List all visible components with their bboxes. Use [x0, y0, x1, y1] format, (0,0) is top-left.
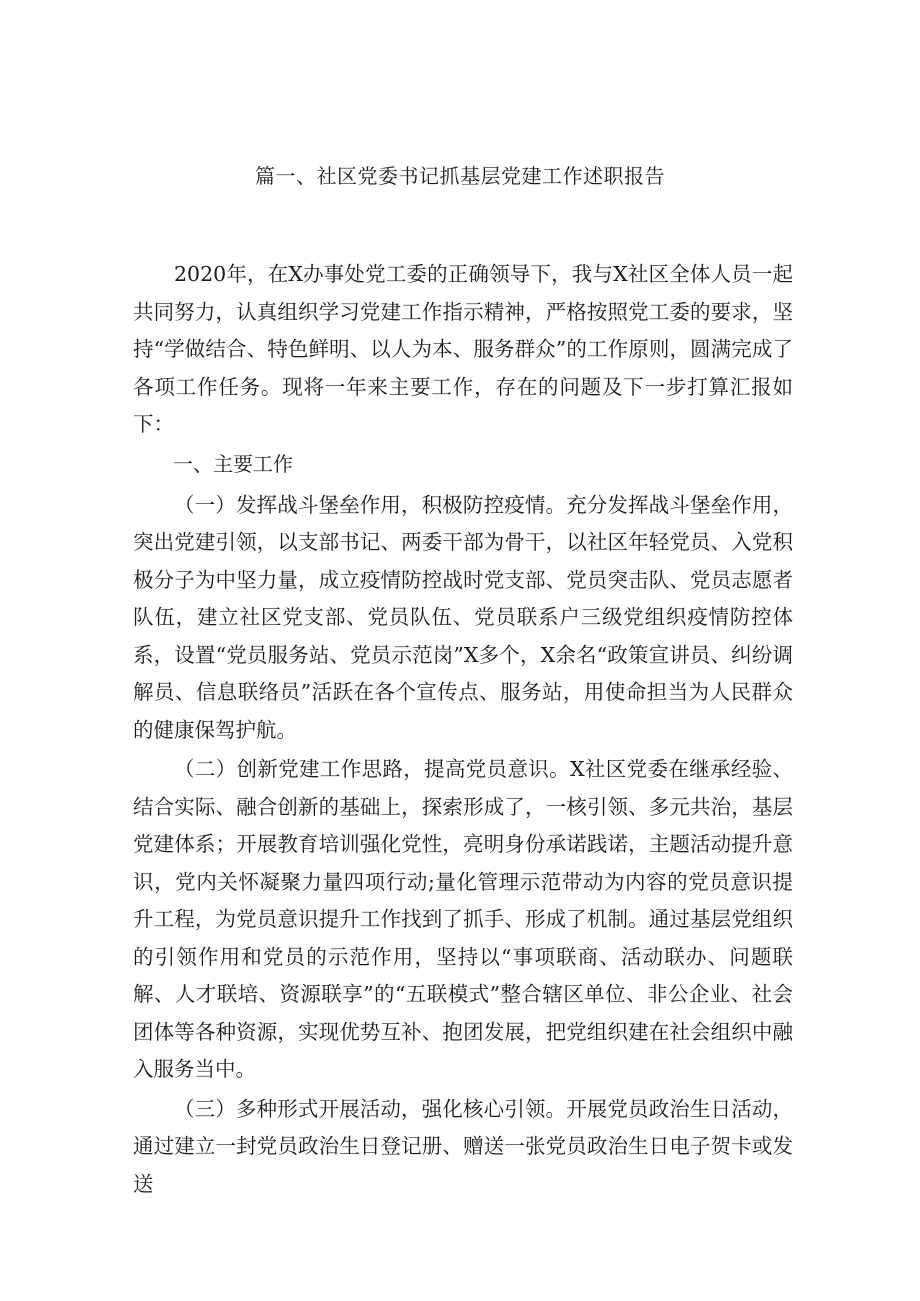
work-item-paragraph: （一）发挥战斗堡垒作用，积极防控疫情。充分发挥战斗堡垒作用，突出党建引领，以支部书记、两委干部为骨干，以社区年轻党员、入党积极分子为中坚力量，成立疫情防控战时党支部、党员突击队、党员志愿者队伍，建立社区党支部、党员队伍、党员联系户三级党组织疫情防控体系，设置“党员服务站、党员示范岗”X多个，X余名“政策宣讲员、纠纷调解员、信息联络员”活跃在各个宣传点、服务站，用使命担当为人民群众的健康保驾护航。 [133, 492, 793, 742]
work-item-paragraph: （三）多种形式开展活动，强化核心引领。开展党员政治生日活动，通过建立一封党员政治生日登记册、赠送一张党员政治生日电子贺卡或发送 [133, 1096, 793, 1196]
intro-paragraph: 2020年，在X办事处党工委的正确领导下，我与X社区全体人员一起共同努力，认真组织学习党建工作指示精神，严格按照党工委的要求，坚持“学做结合、特色鲜明、以人为本、服务群众”的工作原则，圆满完成了各项工作任务。现将一年来主要工作，存在的问题及下一步打算汇报如下： [133, 262, 793, 436]
work-item-paragraph: （二）创新党建工作思路，提高党员意识。X社区党委在继承经验、结合实际、融合创新的基础上，探索形成了，一核引领、多元共治，基层党建体系；开展教育培训强化党性，亮明身份承诺践诺，主题活动提升意识，党内关怀凝聚力量四项行动;量化管理示范带动为内容的党员意识提升工程，为党员意识提升工作找到了抓手、形成了机制。通过基层党组织的引领作用和党员的示范作用，坚持以“事项联商、活动联办、问题联解、人才联培、资源联享”的“五联模式”整合辖区单位、非公企业、社会团体等各种资源，实现优势互补、抱团发展，把党组织建在社会组织中融入服务当中。 [133, 757, 793, 1081]
document-title: 篇一、社区党委书记抓基层党建工作述职报告 [255, 164, 665, 188]
section-heading: 一、主要工作 [173, 451, 293, 476]
document-body [133, 256, 793, 1203]
